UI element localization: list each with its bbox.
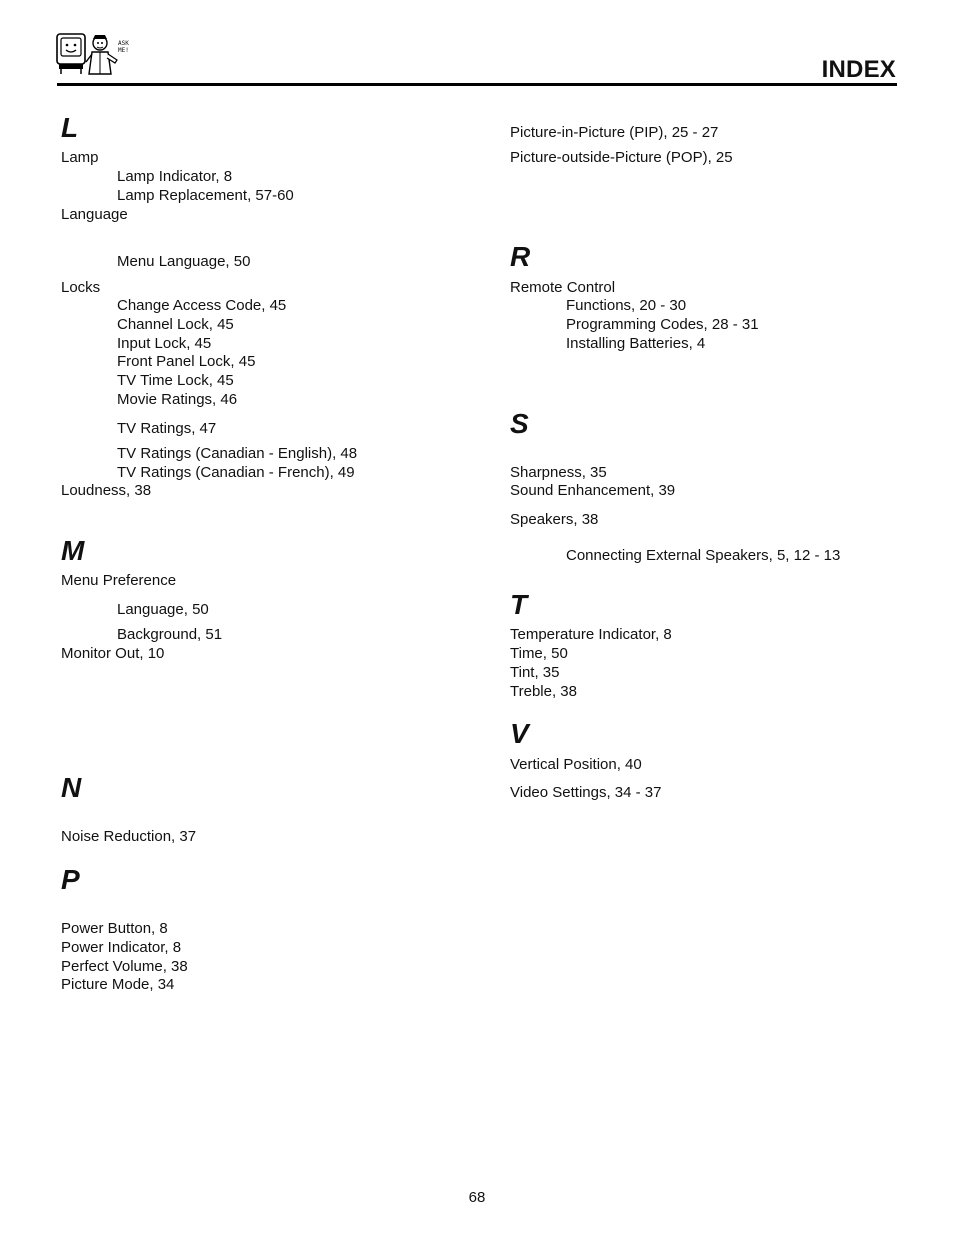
page-title: INDEX: [821, 56, 896, 83]
index-subentry: Input Lock, 45: [117, 335, 212, 352]
index-subentry: Background, 51: [117, 626, 223, 643]
index-entry: Treble, 38: [510, 683, 577, 700]
section-letter-n: N: [61, 772, 82, 803]
index-subentry: Language, 50: [117, 601, 209, 618]
index-subentry: Menu Language, 50: [117, 253, 251, 270]
index-subentry: Channel Lock, 45: [117, 316, 234, 333]
index-entry: Language: [61, 206, 128, 223]
index-entry: Perfect Volume, 38: [61, 958, 188, 975]
index-entry: Picture-outside-Picture (POP), 25: [510, 149, 733, 166]
index-subentry: TV Ratings, 47: [117, 420, 217, 437]
section-letter-p: P: [61, 864, 80, 895]
section-letter-m: M: [61, 535, 85, 566]
tv-mascot-icon: [55, 30, 131, 78]
index-entry: Sharpness, 35: [510, 464, 607, 481]
index-entry: Time, 50: [510, 645, 568, 662]
index-entry: Sound Enhancement, 39: [510, 482, 676, 499]
index-subentry: TV Time Lock, 45: [117, 372, 234, 389]
index-entry: Vertical Position, 40: [510, 756, 642, 773]
index-entry: Power Indicator, 8: [61, 939, 182, 956]
index-subentry: Movie Ratings, 46: [117, 391, 238, 408]
index-entry: Power Button, 8: [61, 920, 168, 937]
section-letter-l: L: [61, 112, 79, 143]
section-letter-t: T: [510, 589, 528, 620]
section-letter-s: S: [510, 408, 529, 439]
section-letter-v: V: [510, 718, 529, 749]
index-subentry: Programming Codes, 28 - 31: [566, 316, 759, 333]
header-divider: [57, 83, 897, 86]
index-entry: Remote Control: [510, 279, 616, 296]
index-entry: Menu Preference: [61, 572, 177, 589]
index-entry: Speakers, 38: [510, 511, 599, 528]
index-subentry: Installing Batteries, 4: [566, 335, 706, 352]
index-entry: Locks: [61, 279, 101, 296]
index-subentry: Change Access Code, 45: [117, 297, 287, 314]
page-number: 68: [468, 1189, 486, 1206]
index-entry: Temperature Indicator, 8: [510, 626, 672, 643]
index-entry: Tint, 35: [510, 664, 560, 681]
index-entry: Picture-in-Picture (PIP), 25 - 27: [510, 124, 719, 141]
index-subentry: Functions, 20 - 30: [566, 297, 687, 314]
index-subentry: Lamp Replacement, 57-60: [117, 187, 294, 204]
index-subentry: Connecting External Speakers, 5, 12 - 13: [566, 547, 841, 564]
index-entry: Monitor Out, 10: [61, 645, 165, 662]
index-entry: Video Settings, 34 - 37: [510, 784, 662, 801]
index-subentry: Lamp Indicator, 8: [117, 168, 233, 185]
ask-me-mascot-logo: [55, 30, 131, 78]
index-subentry: TV Ratings (Canadian - French), 49: [117, 464, 355, 481]
index-entry: Picture Mode, 34: [61, 976, 175, 993]
index-entry: Lamp: [61, 149, 99, 166]
index-entry: Noise Reduction, 37: [61, 828, 197, 845]
section-letter-r: R: [510, 241, 531, 272]
index-subentry: Front Panel Lock, 45: [117, 353, 256, 370]
index-subentry: TV Ratings (Canadian - English), 48: [117, 445, 358, 462]
logo-text: ASK ME!: [118, 40, 129, 54]
index-entry: Loudness, 38: [61, 482, 152, 499]
